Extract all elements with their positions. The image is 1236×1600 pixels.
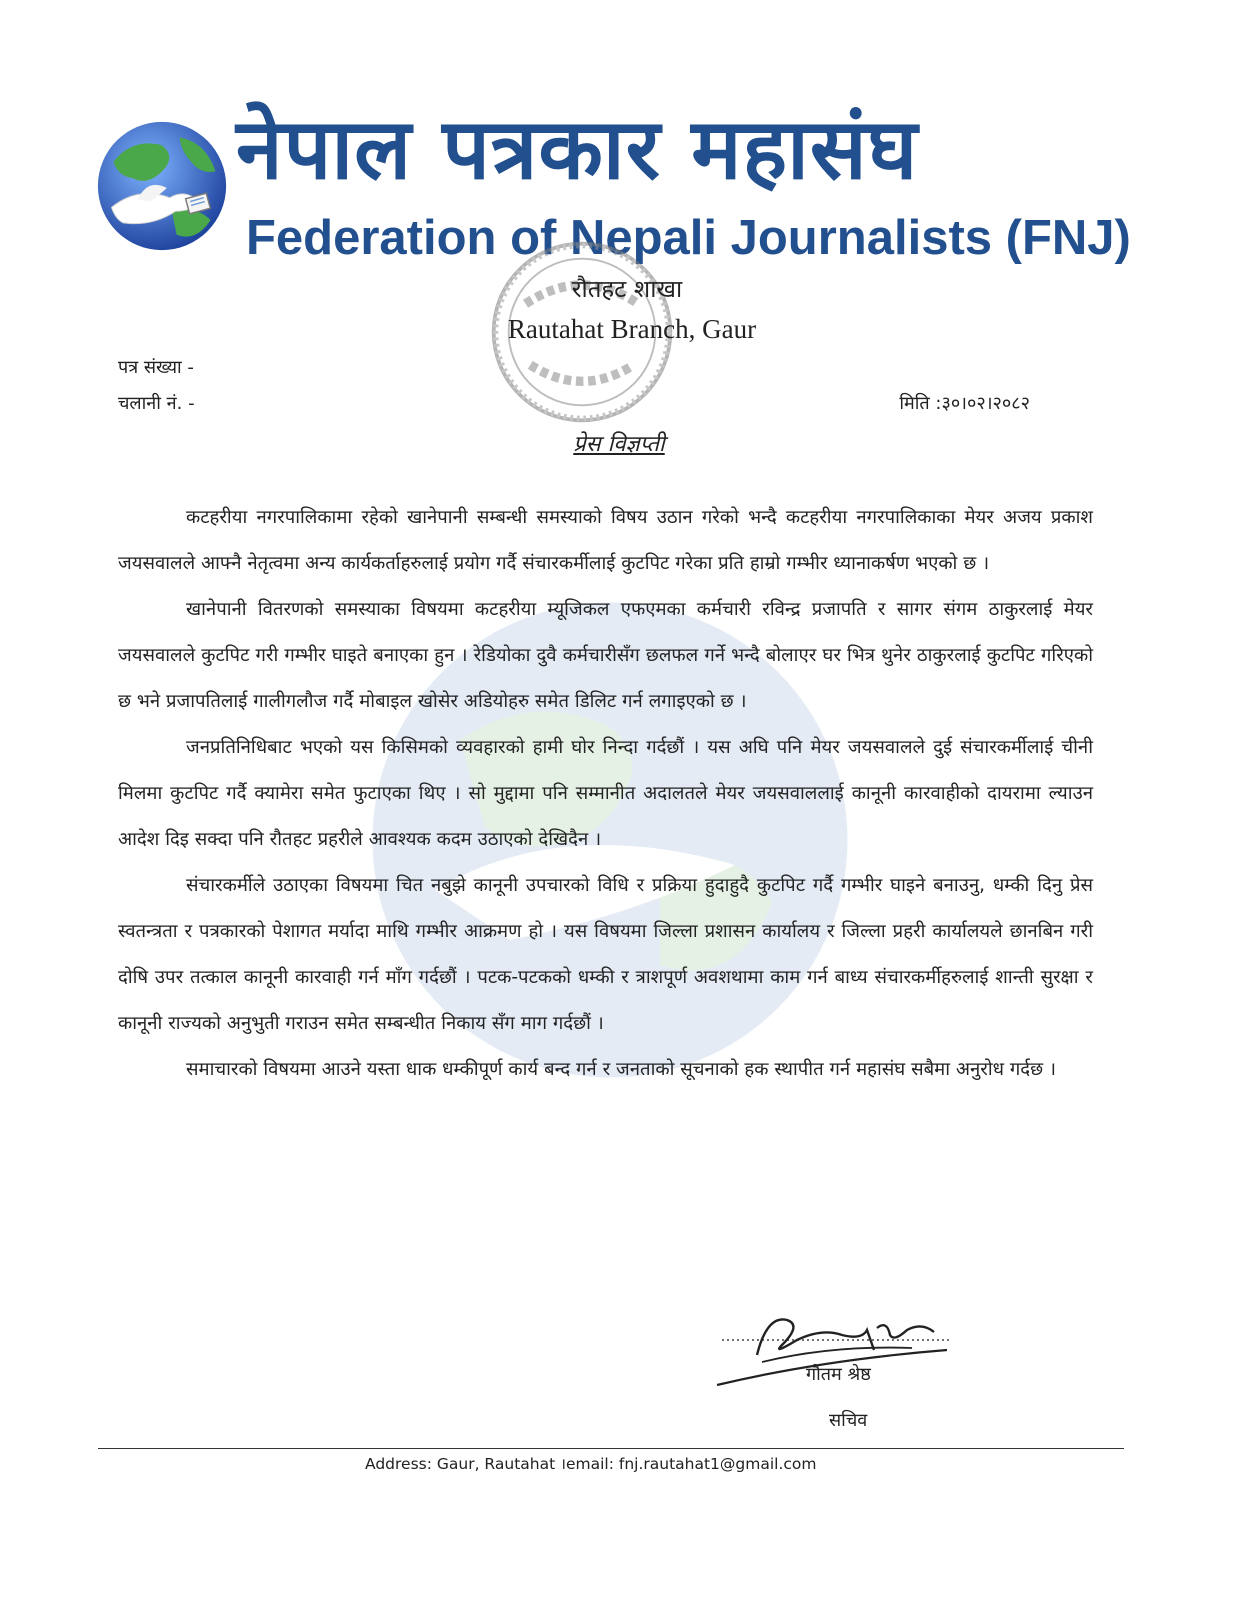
signatory-title: सचिव: [829, 1410, 868, 1431]
letter-date: मिति :३०।०२।२०८२: [899, 393, 1030, 414]
branch-name-nepali: रौतहट शाखा: [571, 275, 683, 303]
footer-divider: [98, 1448, 1124, 1449]
globe-dove-logo-icon: [94, 118, 230, 254]
letter-number: पत्र संख्या -: [118, 357, 194, 378]
body-paragraph: समाचारको विषयमा आउने यस्ता धाक धम्कीपूर्ण कार्य बन्द गर्न र जनताको सूचनाको हक स्थापीत गर्न महासंघ सबैमा अनुरोध गर्दछ ।: [186, 1059, 1056, 1080]
body-paragraph: जनप्रतिनिधिबाट भएको यस किसिमको व्यवहारको हामी घोर निन्दा गर्दछौं । यस अघि पनि मेयर जयसवालले दुई संचारकर्मीलाई चीनी मिलमा कुटपिट गर्दै क्यामेरा समेत फुटाएका थिए । सो मुद्दामा पनि सम्मानीत अदालतले मेयर जयसवाललाई कानूनी कारवाहीको दायरामा ल्याउन आदेश दिइ सक्दा पनि रौतहट प्रहरीले आवश्यक कदम उठाएको देखिदैन ।: [118, 737, 1093, 850]
press-release-body: [118, 495, 1093, 1093]
press-release-heading: प्रेस विज्ञप्ती: [573, 432, 665, 457]
body-paragraph: संचारकर्मीले उठाएका विषयमा चित नबुझे कानूनी उपचारको विधि र प्रक्रिया हुदाहुदै कुटपिट गर्दै गम्भीर घाइने बनाउनु, धम्की दिनु प्रेस स्वतन्त्रता र पत्रकारको पेशागत मर्यादा माथि गम्भीर आक्रमण हो । यस विषयमा जिल्ला प्रशासन कार्यालय र जिल्ला प्रहरी कार्यालयले छानबिन गरी दोषि उपर तत्काल कानूनी कारवाही गर्न माँग गर्दछौं । पटक-पटकको धम्की र त्राशपूर्ण अवशथामा काम गर्न बाध्य संचारकर्मीहरुलाई शान्ती सुरक्षा र कानूनी राज्यको अनुभुती गराउन समेत सम्बन्धीत निकाय सँग माग गर्दछौं ।: [118, 875, 1093, 1034]
signatory-name: गौतम श्रेष्ठ: [806, 1364, 871, 1385]
organization-title-nepali: नेपाल पत्रकार महासंघ: [236, 100, 919, 198]
branch-name-english: Rautahat Branch, Gaur: [507, 314, 757, 344]
dispatch-number: चलानी नं. -: [118, 393, 195, 414]
footer-address: Address: Gaur, Rautahat ।email: fnj.rautahat1@gmail.com: [365, 1455, 817, 1473]
body-paragraph: खानेपानी वितरणको समस्याका विषयमा कटहरीया म्यूजिकल एफएमका कर्मचारी रविन्द्र प्रजापति र सागर संगम ठाकुरलाई मेयर जयसवालले कुटपिट गरी गम्भीर घाइते बनाएका हुन । रेडियोका दुवै कर्मचारीसँग छलफल गर्ने भन्दै बोलाएर घर भित्र थुनेर ठाकुरलाई कुटपिट गरिएको छ भने प्रजापतिलाई गालीगलौज गर्दै मोबाइल खोसेर अडियोहरु समेत डिलिट गर्न लगाइएको छ ।: [118, 599, 1093, 712]
body-paragraph: कटहरीया नगरपालिकामा रहेको खानेपानी सम्बन्धी समस्याको विषय उठान गरेको भन्दै कटहरीया नगरपालिकाका मेयर अजय प्रकाश जयसवालले आफ्नै नेतृत्वमा अन्य कार्यकर्ताहरुलाई प्रयोग गर्दै संचारकर्मीलाई कुटपिट गरेका प्रति हाम्रो गम्भीर ध्यानाकर्षण भएको छ ।: [118, 507, 1093, 574]
organization-title-english: Federation of Nepali Journalists (FNJ): [246, 211, 1131, 265]
